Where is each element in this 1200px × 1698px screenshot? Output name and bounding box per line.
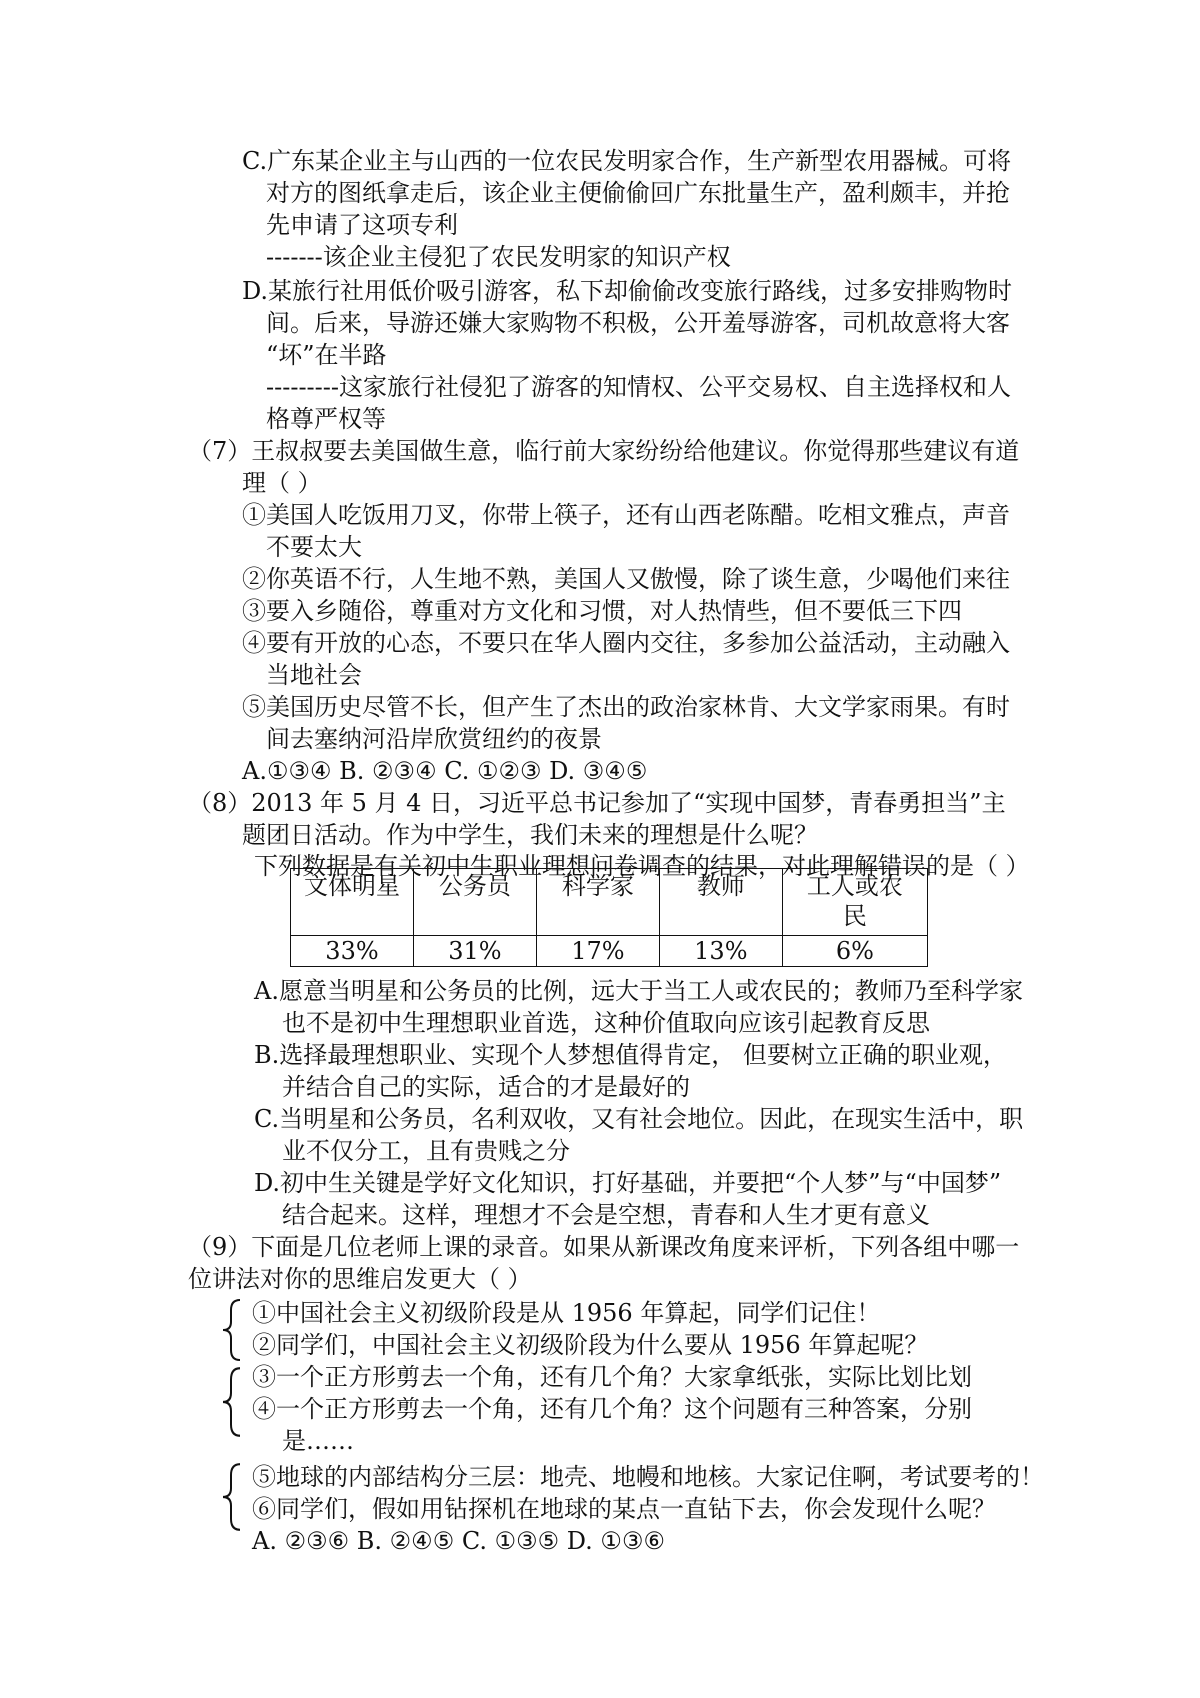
q8-option-d-2: 结合起来。这样，理想才不会是空想，青春和人生才更有意义 [282, 1201, 930, 1229]
left-brace-icon [218, 1298, 244, 1362]
option-d-verdict-2: 格尊严权等 [266, 405, 386, 433]
q7-stem-1: （7）王叔叔要去美国做生意，临行前大家纷纷给他建议。你觉得那些建议有道 [188, 437, 1020, 465]
survey-value-row [291, 936, 928, 967]
q9-group1-item-2: ②同学们，中国社会主义初级阶段为什么要从 1956 年算起呢？ [252, 1331, 929, 1359]
survey-value-cell: 6% [782, 936, 927, 967]
q8-option-c-1: C.当明星和公务员，名利双收，又有社会地位。因此，在现实生活中，职 [254, 1105, 1024, 1133]
survey-header-cell: 工人或农民 [782, 869, 927, 936]
q8-stem-3: 下列数据是有关初中生职业理想问卷调查的结果，对此理解错误的是（ ） [254, 852, 1030, 880]
q9-group1-item-1: ①中国社会主义初级阶段是从 1956 年算起，同学们记住！ [252, 1299, 881, 1327]
q9-stem-1: （9）下面是几位老师上课的录音。如果从新课改角度来评析，下列各组中哪一 [188, 1233, 1020, 1261]
q8-option-c-2: 业不仅分工，且有贵贱之分 [282, 1137, 570, 1165]
option-c-verdict: -------该企业主侵犯了农民发明家的知识产权 [266, 243, 731, 271]
q7-item-5-b: 间去塞纳河沿岸欣赏纽约的夜景 [266, 725, 602, 753]
left-brace-icon [218, 1462, 244, 1532]
q7-item-2: ②你英语不行，人生地不熟，美国人又傲慢，除了谈生意，少喝他们来往 [242, 565, 1010, 593]
survey-header-cell: 教师 [659, 869, 782, 936]
q7-item-4-b: 当地社会 [266, 661, 362, 689]
option-d-verdict-1: ---------这家旅行社侵犯了游客的知情权、公平交易权、自主选择权和人 [266, 373, 1011, 401]
q7-stem-2: 理（ ） [242, 469, 322, 497]
q7-item-1-b: 不要太大 [266, 533, 362, 561]
q7-item-5-a: ⑤美国历史尽管不长，但产生了杰出的政治家林肯、大文学家雨果。有时 [242, 693, 1010, 721]
q8-option-a-2: 也不是初中生理想职业首选，这种价值取向应该引起教育反思 [282, 1009, 930, 1037]
survey-table [290, 868, 928, 967]
survey-value-cell: 33% [291, 936, 414, 967]
survey-header-cell: 公务员 [413, 869, 536, 936]
q9-stem-2: 位讲法对你的思维启发更大（ ） [188, 1265, 532, 1293]
left-brace-icon [218, 1366, 244, 1438]
q8-option-b-2: 并结合自己的实际，适合的才是最好的 [282, 1073, 690, 1101]
option-c-line-3: 先申请了这项专利 [266, 211, 458, 239]
q7-item-3: ③要入乡随俗，尊重对方文化和习惯，对人热情些，但不要低三下四 [242, 597, 962, 625]
survey-value-cell: 13% [659, 936, 782, 967]
survey-header-row [291, 869, 928, 936]
option-d-line-3: “坏”在半路 [266, 341, 387, 369]
q8-option-d-1: D.初中生关键是学好文化知识，打好基础，并要把“个人梦”与“中国梦” [254, 1169, 1002, 1197]
survey-value-cell: 31% [413, 936, 536, 967]
option-d-line-1: D.某旅行社用低价吸引游客，私下却偷偷改变旅行路线，过多安排购物时 [242, 277, 1013, 305]
q8-option-b-1: B.选择最理想职业、实现个人梦想值得肯定， 但要树立正确的职业观， [254, 1041, 1007, 1069]
q9-group2-item-1: ③一个正方形剪去一个角，还有几个角？大家拿纸张，实际比划比划 [252, 1363, 972, 1391]
q8-option-a-1: A.愿意当明星和公务员的比例，远大于当工人或农民的；教师乃至科学家 [254, 977, 1023, 1005]
q7-options: A.①③④ B. ②③④ C. ①②③ D. ③④⑤ [242, 757, 648, 785]
q9-options: A. ②③⑥ B. ②④⑤ C. ①③⑤ D. ①③⑥ [252, 1527, 665, 1555]
q8-stem-1: （8）2013 年 5 月 4 日，习近平总书记参加了“实现中国梦，青春勇担当”主 [188, 789, 1006, 817]
option-c-line-1: C.广东某企业主与山西的一位农民发明家合作，生产新型农用器械。可将 [242, 147, 1012, 175]
survey-header-cell: 科学家 [536, 869, 659, 936]
q9-group3-item-2: ⑥同学们，假如用钻探机在地球的某点一直钻下去，你会发现什么呢？ [252, 1495, 996, 1523]
survey-header-cell: 文体明星 [291, 869, 414, 936]
q9-group2-item-2-b: 是…… [282, 1427, 354, 1455]
q9-group2-item-2-a: ④一个正方形剪去一个角，还有几个角？这个问题有三种答案，分别 [252, 1395, 972, 1423]
q9-group3-item-1: ⑤地球的内部结构分三层：地壳、地幔和地核。大家记住啊，考试要考的！ [252, 1463, 1044, 1491]
q8-stem-2: 题团日活动。作为中学生，我们未来的理想是什么呢？ [242, 821, 818, 849]
survey-value-cell: 17% [536, 936, 659, 967]
option-d-line-2: 间。后来，导游还嫌大家购物不积极，公开羞辱游客，司机故意将大客 [266, 309, 1010, 337]
option-c-line-2: 对方的图纸拿走后，该企业主便偷偷回广东批量生产，盈利颇丰，并抢 [266, 179, 1010, 207]
q7-item-1-a: ①美国人吃饭用刀叉，你带上筷子，还有山西老陈醋。吃相文雅点，声音 [242, 501, 1010, 529]
q7-item-4-a: ④要有开放的心态，不要只在华人圈内交往，多参加公益活动，主动融入 [242, 629, 1010, 657]
